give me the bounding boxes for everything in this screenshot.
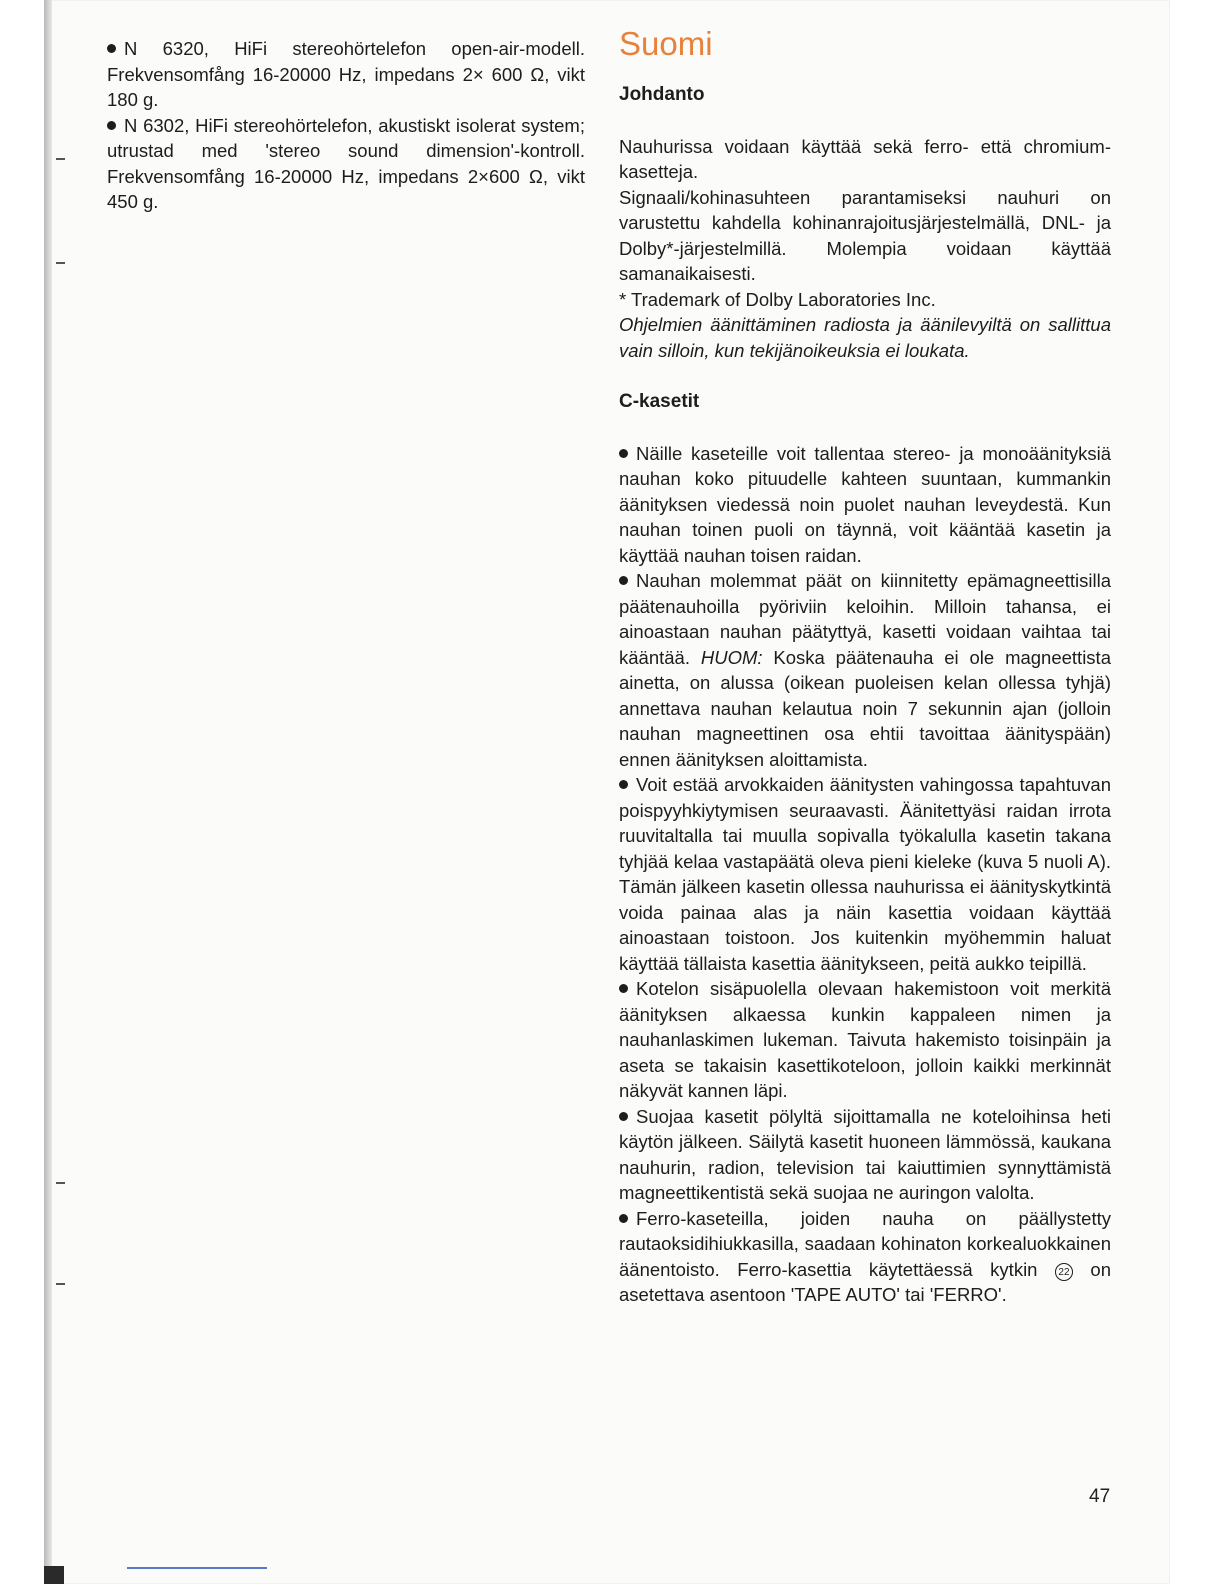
margin-mark xyxy=(56,158,65,160)
bullet-icon xyxy=(107,44,116,53)
list-item xyxy=(619,1104,1111,1206)
list-item xyxy=(619,772,1111,976)
scan-artifact-line xyxy=(127,1567,267,1569)
bullet-icon xyxy=(619,984,628,993)
margin-mark xyxy=(56,262,65,264)
right-column xyxy=(619,24,1111,1308)
paragraph: Signaali/kohinasuhteen parantamiseksi nauhuri on varustettu kahdella kohinanrajoitusjärjestelmällä, DNL- ja Dolby*-järjestelmillä. Molempia voidaan käyttää samanaikaisesti. xyxy=(619,186,1111,284)
binding-edge xyxy=(44,0,52,1584)
scan-edge xyxy=(44,1566,64,1584)
list-item-text: Ferro-kaseteilla, joiden nauha on päällystetty rautaoksidihiukkasilla, saadaan kohinaton korkealuokkainen äänentoisto. Ferro-kasettia käytettäessä kytkin xyxy=(619,1207,1111,1280)
list-item-text: Näille kaseteille voit tallentaa stereo- ja monoäänityksiä nauhan koko pituudelle kahteen suuntaan, kummankin äänityksen viedessä noin puolet nauhan leveydestä. Kun nauhan toinen puoli on täynnä, voit kääntää kasetin ja käyttää nauhan toisen raidan. xyxy=(619,442,1111,566)
margin-mark xyxy=(56,1182,65,1184)
footnote: * Trademark of Dolby Laboratories Inc. xyxy=(619,288,936,310)
list-item xyxy=(619,1206,1111,1308)
list-item xyxy=(619,568,1111,772)
bullet-icon xyxy=(619,780,628,789)
section-heading-johdanto: Johdanto xyxy=(619,84,705,105)
list-item-text: N 6302, HiFi stereohörtelefon, akustiskt isolerat system; utrustad med 'stereo sound dimension'-kontroll. Frekvensomfång 16-20000 Hz, impedans 2×600 Ω, vikt 450 g. xyxy=(107,114,585,212)
bullet-icon xyxy=(619,576,628,585)
bullet-icon xyxy=(619,1112,628,1121)
list-item xyxy=(619,441,1111,569)
list-item-text: N 6320, HiFi stereohörtelefon open-air-modell. Frekvensomfång 16-20000 Hz, impedans 2× 600 Ω, vikt 180 g. xyxy=(107,38,585,110)
list-item xyxy=(107,36,585,113)
bullet-icon xyxy=(619,449,628,458)
switch-number-badge: 22 xyxy=(1055,1263,1073,1281)
list-item-text: Kotelon sisäpuolella olevaan hakemistoon voit merkitä äänityksen alkaessa kunkin kappaleen nimen ja nauhanlaskimen lukeman. Taivuta hakemisto toisinpäin ja aseta se takaisin kasettikoteloon, jolloin kaikki merkinnät näkyvät kannen läpi. xyxy=(619,978,1111,1101)
list-item-text: Nauhan molemmat päät on kiinnitetty epämagneettisilla päätenauhoilla pyöriviin keloihin. Milloin tahansa, ei ainoastaan nauhan päätyttyä, kasetti voidaan vaihtaa tai kääntää. xyxy=(619,570,1111,668)
list-item xyxy=(619,976,1111,1104)
list-item-text: Voit estää arvokkaiden äänitysten vahingossa tapahtuvan poispyyhkiytymisen seuraavasti. Äänitettyäsi raidan irrota ruuvitaltalla tai muulla sopivalla työkalulla kasetin takana tyhjää kelaa vastapäätä oleva pieni kieleke (kuva 5 nuoli A). Tämän jälkeen kasetin ollessa nauhurissa ei äänityskytkintä voida painaa alas ja näin kasettia voidaan käyttää ainoastaan toistoon. Jos kuitenkin myöhemmin haluat käyttää tällaista kasettia äänitykseen, peitä aukko teipillä. xyxy=(619,774,1111,974)
bullet-icon xyxy=(107,121,116,130)
list-item xyxy=(107,113,585,215)
italic-note: Ohjelmien äänittäminen radiosta ja äänilevyiltä on sallittua vain silloin, kun tekijänoikeuksia ei loukata. xyxy=(619,314,1111,361)
list-item-text: Koska päätenauha ei ole magneettista ainetta, on alussa (oikean puoleisen kelan ollessa tyhjä) annettava nauhan kelautua noin 7 sekunnin ajan (jolloin nauhan magneettinen osa ehtii tavoittaa äänityspään) ennen äänityksen aloittamista. xyxy=(619,646,1111,770)
bullet-icon xyxy=(619,1214,628,1223)
margin-mark xyxy=(56,1283,65,1285)
left-column xyxy=(107,36,585,215)
list-item-text: Suojaa kasetit pölyltä sijoittamalla ne koteloihinsa heti käytön jälkeen. Säilytä kasetit huoneen lämmössä, kaukana nauhurin, radion, television tai kaiuttimien synnyttämistä magneettikentistä sekä suojaa ne auringon valolta. xyxy=(619,1105,1111,1203)
huom-label: HUOM: xyxy=(700,646,763,668)
section-heading-c-kasetit: C-kasetit xyxy=(619,391,700,412)
page-title: Suomi xyxy=(619,25,713,62)
page-number: 47 xyxy=(1089,1486,1111,1507)
paragraph: Nauhurissa voidaan käyttää sekä ferro- että chromium-kasetteja. xyxy=(619,135,1111,182)
list-item-text: on asetettava asentoon 'TAPE AUTO' tai 'FERRO'. xyxy=(619,1258,1111,1305)
